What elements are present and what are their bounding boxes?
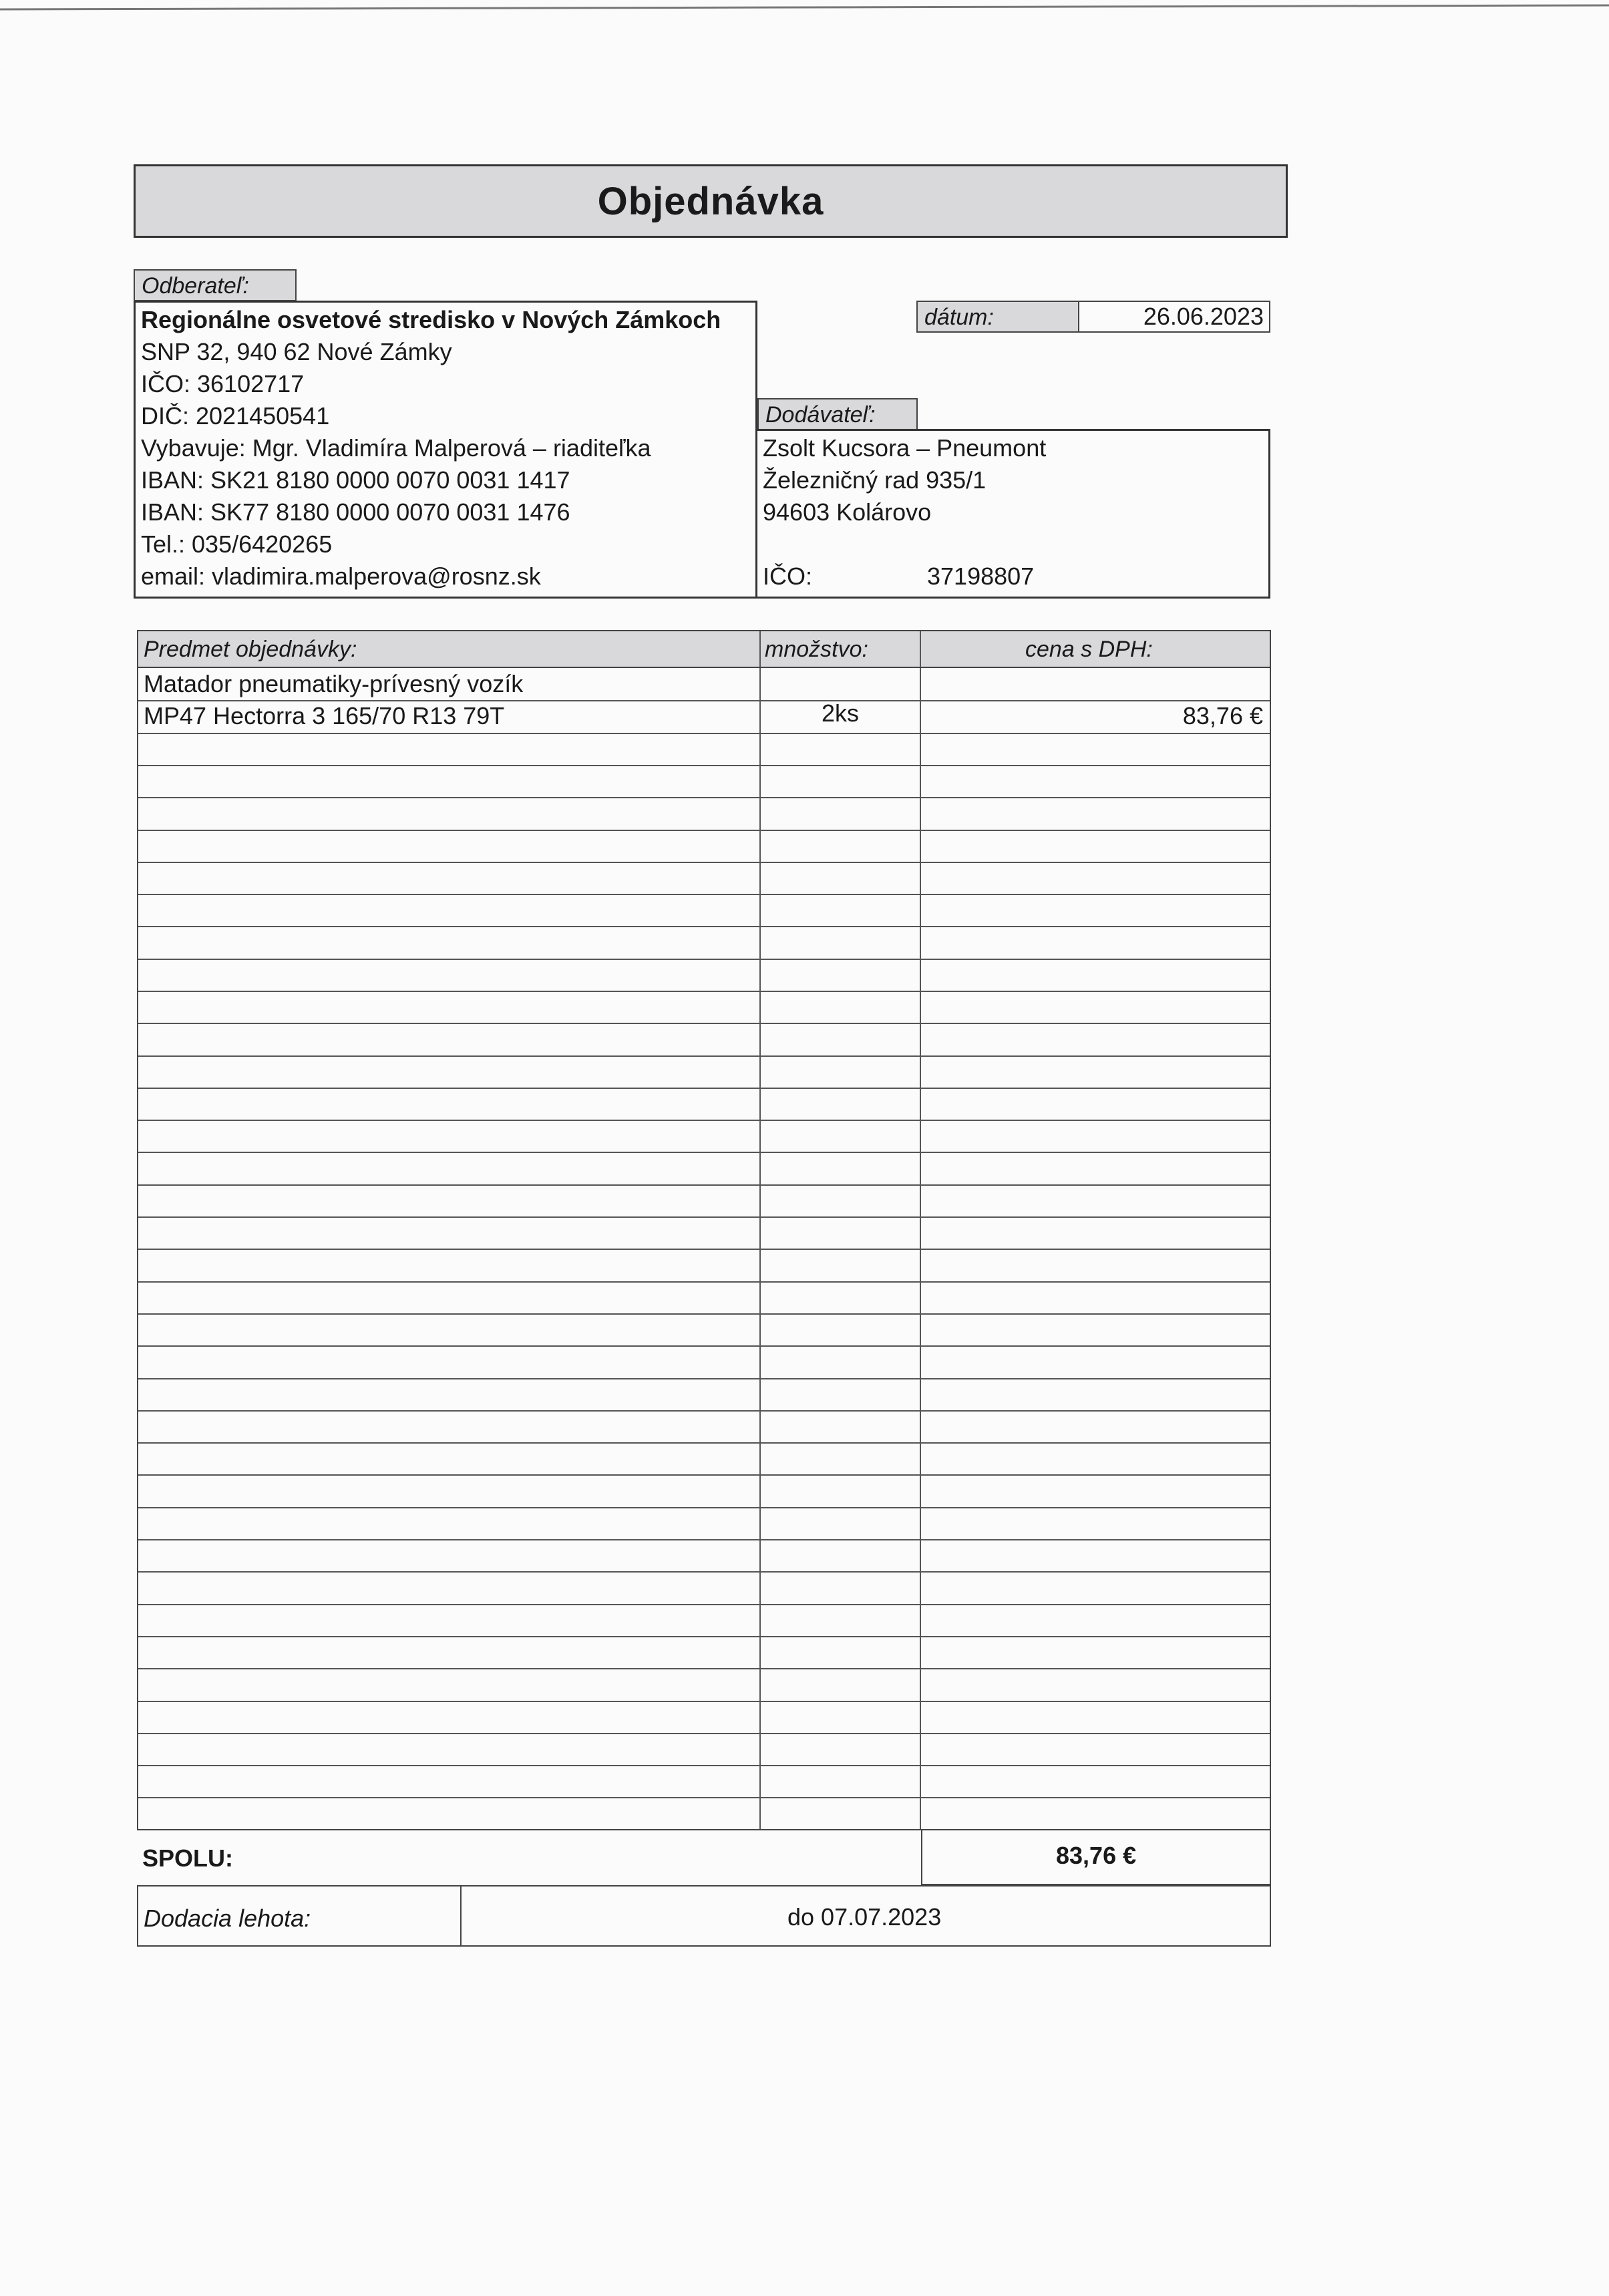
- header-quantity: množstvo:: [765, 637, 868, 662]
- row-2-quantity: 2ks: [821, 699, 860, 727]
- table-rule-line: [138, 830, 1270, 831]
- table-rule-line: [138, 1539, 1270, 1540]
- total-label: SPOLU:: [142, 1844, 234, 1872]
- row-2-price: 83,76 €: [1182, 702, 1263, 729]
- table-rule-line: [138, 1184, 1270, 1186]
- delivery-value: do 07.07.2023: [787, 1903, 942, 1931]
- table-rule-line: [138, 1604, 1270, 1605]
- table-rule-line: [138, 959, 1270, 960]
- customer-dic: DIČ: 2021450541: [141, 402, 330, 430]
- customer-iban-2: IBAN: SK77 8180 0000 0070 0031 1476: [141, 498, 570, 526]
- date-label: dátum:: [916, 301, 1079, 333]
- items-table-header: [137, 630, 1271, 668]
- customer-label: Odberateľ:: [134, 269, 297, 301]
- supplier-street: Železničný rad 935/1: [763, 466, 987, 494]
- table-rule-line: [138, 1636, 1270, 1637]
- customer-iban-1: IBAN: SK21 8180 0000 0070 0031 1417: [141, 466, 570, 494]
- supplier-label: Dodávateľ:: [757, 398, 918, 430]
- table-rule-line: [138, 926, 1270, 927]
- table-rule-line: [138, 1088, 1270, 1089]
- table-rule-line: [138, 765, 1270, 766]
- row-2-subject: MP47 Hectorra 3 165/70 R13 79T: [144, 702, 505, 729]
- table-rule-line: [138, 1571, 1270, 1573]
- total-value: 83,76 €: [1056, 1842, 1137, 1869]
- table-rule-line: [138, 1797, 1270, 1798]
- supplier-ico-label: IČO:: [763, 562, 813, 590]
- table-rule-line: [138, 1345, 1270, 1347]
- table-rule-line: [138, 1668, 1270, 1669]
- table-rule-line: [138, 1442, 1270, 1444]
- delivery-row: [137, 1885, 1271, 1947]
- table-rule-line: [138, 1701, 1270, 1702]
- table-rule-line: [138, 1249, 1270, 1250]
- customer-ico: IČO: 36102717: [141, 370, 305, 397]
- table-rule-line: [138, 1733, 1270, 1734]
- customer-handler: Vybavuje: Mgr. Vladimíra Malperová – riaditeľka: [141, 434, 651, 462]
- delivery-divider: [460, 1887, 462, 1945]
- table-rule-line: [138, 1507, 1270, 1508]
- table-rule-line: [138, 1055, 1270, 1057]
- table-rule-line: [138, 1152, 1270, 1153]
- customer-email: email: vladimira.malperova@rosnz.sk: [141, 562, 541, 590]
- items-table: [137, 668, 1271, 1830]
- table-rule-line: [138, 1765, 1270, 1766]
- table-rule-line: [138, 1313, 1270, 1315]
- table-rule-line: [138, 1120, 1270, 1121]
- supplier-ico-row: [763, 560, 1263, 593]
- table-rule-line: [138, 1023, 1270, 1024]
- table-rule-line: [138, 1410, 1270, 1412]
- supplier-city: 94603 Kolárovo: [763, 498, 932, 526]
- table-rule-line: [138, 1281, 1270, 1283]
- customer-address: SNP 32, 940 62 Nové Zámky: [141, 338, 452, 365]
- date-value: 26.06.2023: [1078, 301, 1270, 333]
- header-subject: Predmet objednávky:: [144, 637, 357, 662]
- customer-box: [134, 301, 757, 599]
- table-rule-line: [138, 1474, 1270, 1476]
- row-1-subject: Matador pneumatiky-prívesný vozík: [144, 670, 524, 697]
- table-rule-line: [138, 797, 1270, 798]
- supplier-ico-value: 37198807: [927, 562, 1035, 590]
- title-bar: [134, 164, 1288, 238]
- header-price: cena s DPH:: [1025, 637, 1153, 662]
- scan-edge-line: [0, 0, 1609, 15]
- table-rule-line: [138, 1216, 1270, 1218]
- total-row: [137, 1830, 1271, 1885]
- table-rule-line: [138, 862, 1270, 863]
- table-rule-line: [138, 991, 1270, 992]
- customer-name: Regionálne osvetové stredisko v Nových Zámkoch: [141, 306, 721, 333]
- table-rule-line: [138, 1378, 1270, 1379]
- table-rule-line: [138, 894, 1270, 895]
- supplier-box: [757, 429, 1270, 599]
- customer-phone: Tel.: 035/6420265: [141, 530, 333, 558]
- delivery-label: Dodacia lehota:: [144, 1905, 311, 1932]
- page-title: Objednávka: [597, 179, 824, 223]
- supplier-name: Zsolt Kucsora – Pneumont: [763, 434, 1047, 462]
- table-rule-line: [138, 733, 1270, 734]
- total-cell: [921, 1830, 1271, 1885]
